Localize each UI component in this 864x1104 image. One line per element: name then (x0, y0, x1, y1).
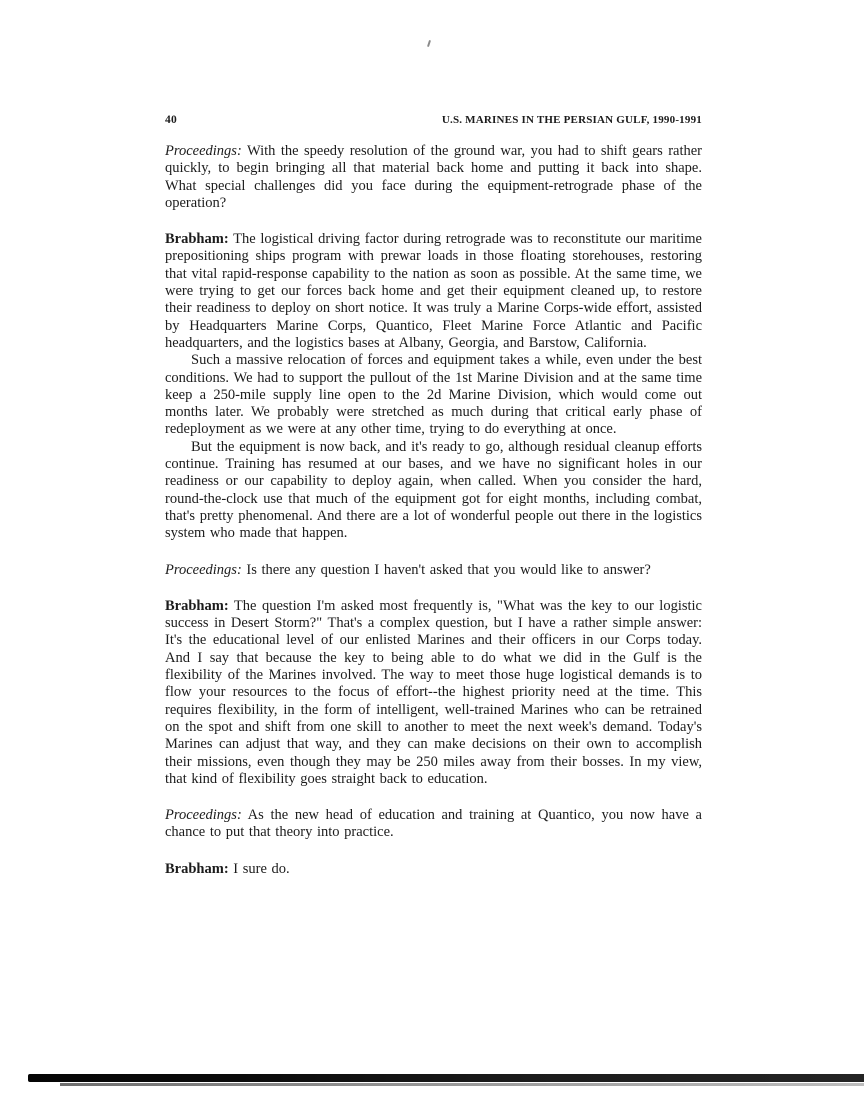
speaker-label: Proceedings: (165, 143, 242, 159)
scan-artifact-bar (28, 1074, 864, 1082)
page-number: 40 (165, 114, 177, 126)
paragraph: Proceedings: As the new head of education and training at Quantico, you now have a chance to put that theory into practice. (165, 807, 702, 841)
speaker-label: Proceedings: (165, 807, 242, 824)
scan-artifact-bar-shadow (60, 1083, 864, 1086)
document-body (165, 143, 702, 878)
page-header (165, 114, 702, 126)
speaker-label: Brabham: (165, 597, 229, 614)
paragraph: Proceedings: Is there any question I haven't asked that you would like to answer? (165, 561, 651, 578)
paragraph: But the equipment is now back, and it's ready to go, although residual cleanup efforts continue. Training has resumed at our bases, and we have no significant holes in our readiness or our capability to deploy again, when called. When you consider the hard, round-the-clock use that much of the equipment got for eight months, including combat, that's pretty phenomenal. And there are a lot of wonderful people out there in the logistics system who made that happen. (165, 438, 702, 542)
speaker-label: Proceedings: (165, 561, 242, 578)
paragraph: Brabham: The question I'm asked most frequently is, "What was the key to our logistic success in Desert Storm?" That's a complex question, but I have a rather simple answer: It's the educational level of our enlisted Marines and their officers in our Corps today. And I say that because the key to being able to do what we did in the Gulf is the flexibility of the Marines involved. The way to meet those huge logistical demands is to flow your resources to the focus of effort--the highest priority need at the time. This requires flexibility, in the form of intelligent, well-trained Marines who can be retrained on the spot and shift from one skill to another to meet the next week's demand. Today's Marines can adjust that way, and they can make decisions on their own to accomplish their missions, even though they may be 250 miles away from their bosses. In my view, that kind of flexibility goes straight back to education. (165, 597, 702, 787)
paragraph: Proceedings: With the speedy resolution of the ground war, you had to shift gears rather quickly, to begin bringing all that material back home and putting it back into shape. What special challenges did you face during the equipment-retrograde phase of the operation? (165, 143, 702, 211)
scan-speck-artifact (427, 40, 431, 47)
paragraph: Brabham: I sure do. (165, 860, 290, 877)
paragraph: Such a massive relocation of forces and equipment takes a while, even under the best conditions. We had to support the pullout of the 1st Marine Division and at the same time keep a 250-mile supply line open to the 2d Marine Division, which would come out months later. We probably were stretched as much during that critical early phase of redeployment as we were at any other time, trying to do everything at once. (165, 352, 702, 438)
speaker-label: Brabham: (165, 231, 229, 248)
paragraph: Brabham: The logistical driving factor during retrograde was to reconstitute our maritime prepositioning ships program with prewar loads in those floating storehouses, restoring that vital rapid-response capability to the nation as soon as possible. At the same time, we were trying to get our forces back home and get their equipment cleaned up, to restore their readiness to deploy on short notice. It was truly a Marine Corps-wide effort, assisted by Headquarters Marine Corps, Quantico, Fleet Marine Force Atlantic and Pacific headquarters, and the logistics bases at Albany, Georgia, and Barstow, California. (165, 231, 702, 351)
running-header: U.S. MARINES IN THE PERSIAN GULF, 1990-1991 (441, 114, 702, 126)
speaker-label: Brabham: (165, 860, 229, 877)
document-page (165, 114, 702, 878)
